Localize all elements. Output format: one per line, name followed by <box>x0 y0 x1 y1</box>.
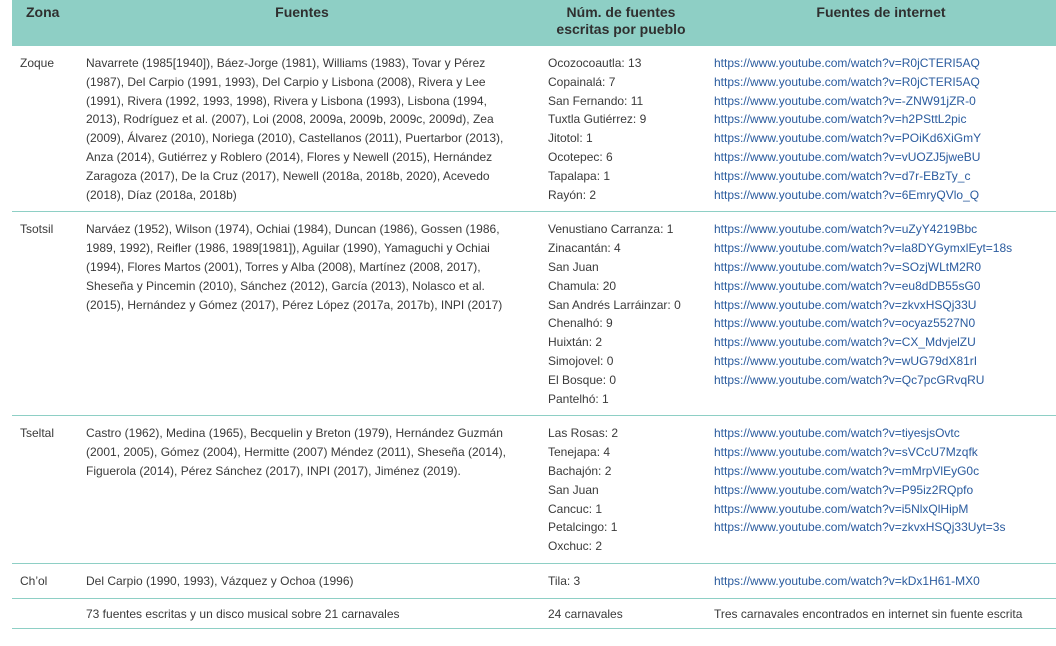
youtube-link[interactable]: https://www.youtube.com/watch?v=Qc7pcGRvqRU <box>714 372 985 387</box>
header-fuentes-internet: Fuentes de internet <box>706 0 1056 46</box>
youtube-link[interactable]: https://www.youtube.com/watch?v=CX_MdvjelZU <box>714 335 976 350</box>
youtube-link[interactable]: https://www.youtube.com/watch?v=-ZNW91jZR-0 <box>714 93 976 108</box>
pueblo-count: Oxchuc: 2 <box>548 539 603 554</box>
youtube-link[interactable]: https://www.youtube.com/watch?v=R0jCTERI5AQ <box>714 74 980 89</box>
zona-cell: Zoque <box>12 46 74 212</box>
pueblo-count: Venustiano Carranza: 1 <box>548 222 674 237</box>
pueblo-count: Bachajón: 2 <box>548 463 612 478</box>
pueblo-count: Jitotol: 1 <box>548 131 593 146</box>
youtube-link[interactable]: https://www.youtube.com/watch?v=P95iz2RQpfo <box>714 482 974 497</box>
youtube-link[interactable]: https://www.youtube.com/watch?v=ocyaz5527N0 <box>714 316 976 331</box>
fuentes-line: (1994), Flores Martos (2001), Torres y Alba (2008), Martínez (2008, 2017), <box>86 259 481 274</box>
pueblo-count: Tapalapa: 1 <box>548 168 611 183</box>
table-row <box>12 416 1056 564</box>
summary-row <box>12 598 1056 628</box>
pueblo-count: Simojovel: 0 <box>548 353 614 368</box>
zona-cell: Tsotsil <box>12 212 74 416</box>
youtube-link[interactable]: https://www.youtube.com/watch?v=R0jCTERI5AQ <box>714 56 980 70</box>
youtube-link[interactable]: https://www.youtube.com/watch?v=wUG79dX81rI <box>714 353 978 368</box>
fuentes-line: 2013), Rodríguez et al. (2007), Loi (2008, 2009a, 2009b, 2009c, 2009d), Zea <box>86 112 494 127</box>
internet-cell <box>706 416 1056 564</box>
table-body <box>12 46 1056 628</box>
pueblo-count: Rayón: 2 <box>548 187 597 202</box>
youtube-link[interactable]: https://www.youtube.com/watch?v=6EmryQVlo_Q <box>714 187 980 202</box>
pueblo-count: Ocotepec: 6 <box>548 149 613 164</box>
pueblos-cell <box>536 46 706 212</box>
youtube-link[interactable]: https://www.youtube.com/watch?v=eu8dDB55sG0 <box>714 278 981 293</box>
fuentes-line: (2009), Álvarez (2010), Noriega (2010), Castellanos (2011), Puertarbor (2013), <box>86 131 504 146</box>
youtube-link[interactable]: https://www.youtube.com/watch?v=tiyesjsOvtc <box>714 426 960 441</box>
pueblo-count: San Juan <box>548 259 599 274</box>
zona-cell: Ch’ol <box>12 563 74 598</box>
table-row <box>12 563 1056 598</box>
pueblo-count: Tila: 3 <box>548 573 581 588</box>
pueblo-count: San Andrés Larráinzar: 0 <box>548 297 681 312</box>
fuentes-line: 1989, 1992), Reifler (1986, 1989[1981]), Aguilar (1990), Yamaguchi y Ochiai <box>86 241 490 256</box>
zona-cell: Tseltal <box>12 416 74 564</box>
pueblo-count: Copainalá: 7 <box>548 74 616 89</box>
table-row <box>12 212 1056 416</box>
youtube-link[interactable]: https://www.youtube.com/watch?v=la8DYGymxlEyt=18s <box>714 241 1013 256</box>
header-zona: Zona <box>12 0 74 46</box>
internet-cell <box>706 563 1056 598</box>
pueblo-count: Pantelhó: 1 <box>548 391 609 406</box>
pueblo-count: Tuxtla Gutiérrez: 9 <box>548 112 647 127</box>
fuentes-line: Figuerola (2014), Pérez Sánchez (2017), INPI (2017), Jiménez (2019). <box>86 463 461 478</box>
table-row <box>12 46 1056 212</box>
pueblo-count: Cancuc: 1 <box>548 501 603 516</box>
youtube-link[interactable]: https://www.youtube.com/watch?v=sVCcU7Mzqfk <box>714 445 978 460</box>
header-fuentes: Fuentes <box>74 0 536 46</box>
pueblo-count: Chenalhó: 9 <box>548 316 613 331</box>
header-num-line2: escritas por pueblo <box>556 21 686 37</box>
pueblo-count: Tenejapa: 4 <box>548 445 611 460</box>
fuentes-line: (2018), Díaz (2018a, 2018b) <box>86 187 237 202</box>
summary-pueblos: 24 carnavales <box>536 598 706 628</box>
youtube-link[interactable]: https://www.youtube.com/watch?v=SOzjWLtM2R0 <box>714 259 982 274</box>
fuentes-line: Anza (2014), Gutiérrez y Roblero (2014), Flores y Newell (2015), Hernández <box>86 149 493 164</box>
fuentes-cell <box>74 563 536 598</box>
pueblo-count: El Bosque: 0 <box>548 372 617 387</box>
fuentes-line: Zaragoza (2017), De la Cruz (2017), Newell (2018a, 2018b, 2020), Acevedo <box>86 168 490 183</box>
fuentes-line: (1991), Rivera (1992, 1993, 1998), Rivera y Lisbona (1993), Lisbona (1994, <box>86 93 487 108</box>
summary-fuentes: 73 fuentes escritas y un disco musical sobre 21 carnavales <box>74 598 536 628</box>
fuentes-line: Castro (1962), Medina (1965), Becquelin y Breton (1979), Hernández Guzmán <box>86 426 503 441</box>
youtube-link[interactable]: https://www.youtube.com/watch?v=kDx1H61-MX0 <box>714 573 980 588</box>
youtube-link[interactable]: https://www.youtube.com/watch?v=zkvxHSQj33U <box>714 297 977 312</box>
fuentes-line: (1987), Del Carpio (1991, 1993), Del Carpio y Lisbona (2008), Rivera y Lee <box>86 74 486 89</box>
fuentes-line: Del Carpio (1990, 1993), Vázquez y Ochoa (1996) <box>86 573 354 588</box>
youtube-link[interactable]: https://www.youtube.com/watch?v=d7r-EBzTy_c <box>714 168 971 183</box>
fuentes-line: Navarrete (1985[1940]), Báez-Jorge (1981), Williams (1983), Tovar y Pérez <box>86 56 486 70</box>
fuentes-line: Sheseña y Pincemin (2010), Sánchez (2012), García (2013), Nolasco et al. <box>86 278 485 293</box>
internet-cell <box>706 212 1056 416</box>
fuentes-line: Narváez (1952), Wilson (1974), Ochiai (1984), Duncan (1986), Gossen (1986, <box>86 222 500 237</box>
fuentes-line: (2001, 2005), Gómez (2004), Hermitte (2007) Méndez (2011), Sheseña (2014), <box>86 445 506 460</box>
summary-zona-empty <box>12 598 74 628</box>
youtube-link[interactable]: https://www.youtube.com/watch?v=mMrpVlEyG0c <box>714 463 980 478</box>
fuentes-cell <box>74 212 536 416</box>
pueblo-count: Ocozocoautla: 13 <box>548 56 642 70</box>
youtube-link[interactable]: https://www.youtube.com/watch?v=h2PSttL2pic <box>714 112 967 127</box>
youtube-link[interactable]: https://www.youtube.com/watch?v=vUOZJ5jweBU <box>714 149 981 164</box>
sources-table <box>12 0 1056 629</box>
table-header-row <box>12 0 1056 46</box>
pueblos-cell <box>536 416 706 564</box>
fuentes-line: (2015), Hernández y Gómez (2017), Pérez López (2017a, 2017b), INPI (2017) <box>86 297 503 312</box>
pueblo-count: Huixtán: 2 <box>548 335 603 350</box>
summary-internet: Tres carnavales encontrados en internet sin fuente escrita <box>706 598 1056 628</box>
header-num-line1: Núm. de fuentes <box>566 4 676 20</box>
pueblos-cell <box>536 212 706 416</box>
pueblo-count: Las Rosas: 2 <box>548 426 619 441</box>
pueblo-count: San Fernando: 11 <box>548 93 644 108</box>
pueblo-count: Chamula: 20 <box>548 278 617 293</box>
fuentes-cell <box>74 46 536 212</box>
youtube-link[interactable]: https://www.youtube.com/watch?v=uZyY4219Bbc <box>714 222 978 237</box>
youtube-link[interactable]: https://www.youtube.com/watch?v=zkvxHSQj33Uyt=3s <box>714 520 1006 535</box>
youtube-link[interactable]: https://www.youtube.com/watch?v=i5NlxQlHipM <box>714 501 969 516</box>
fuentes-cell <box>74 416 536 564</box>
pueblo-count: Zinacantán: 4 <box>548 241 621 256</box>
pueblos-cell <box>536 563 706 598</box>
youtube-link[interactable]: https://www.youtube.com/watch?v=POiKd6XiGmY <box>714 131 982 146</box>
pueblo-count: Petalcingo: 1 <box>548 520 618 535</box>
pueblo-count: San Juan <box>548 482 599 497</box>
header-num-fuentes <box>536 0 706 46</box>
internet-cell <box>706 46 1056 212</box>
